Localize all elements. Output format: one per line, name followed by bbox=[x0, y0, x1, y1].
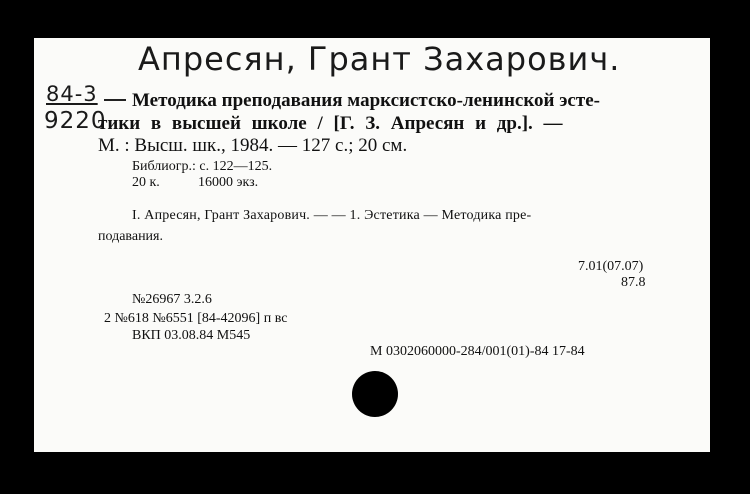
handwritten-author: Апресян, Грант Захарович. bbox=[138, 40, 621, 78]
price: 20 к. bbox=[132, 175, 160, 190]
classification-code-1: 7.01(07.07) bbox=[578, 259, 644, 274]
classification-code-2: 87.8 bbox=[621, 275, 646, 290]
title-line-1: Методика преподавания марксистско-ленинской эсте- bbox=[132, 90, 600, 111]
punch-hole bbox=[352, 371, 398, 417]
footer-code: М 0302060000-284/001(01)-84 17-84 bbox=[370, 344, 585, 359]
copies: 16000 экз. bbox=[198, 175, 259, 190]
record-number: №26967 3.2.6 bbox=[132, 292, 212, 307]
title-line-2: тики в высшей школе / [Г. З. Апресян и др.]. — bbox=[98, 113, 563, 134]
handwritten-call-number-top: 84-3 bbox=[46, 82, 98, 106]
handwritten-dash bbox=[104, 99, 126, 101]
bibliography-note: Библиогр.: с. 122—125. bbox=[132, 159, 273, 174]
order-line: 2 №618 №6551 [84-42096] п вс bbox=[104, 311, 288, 326]
tracings-line-1: I. Апресян, Грант Захарович. — — 1. Эстетика — Методика пре- bbox=[132, 208, 532, 223]
handwritten-call-number-bottom: 9220 bbox=[44, 108, 107, 134]
imprint-line: М. : Высш. шк., 1984. — 127 с.; 20 см. bbox=[98, 135, 408, 156]
vkp-line: ВКП 03.08.84 М545 bbox=[132, 328, 251, 343]
tracings-line-2: подавания. bbox=[98, 229, 163, 244]
